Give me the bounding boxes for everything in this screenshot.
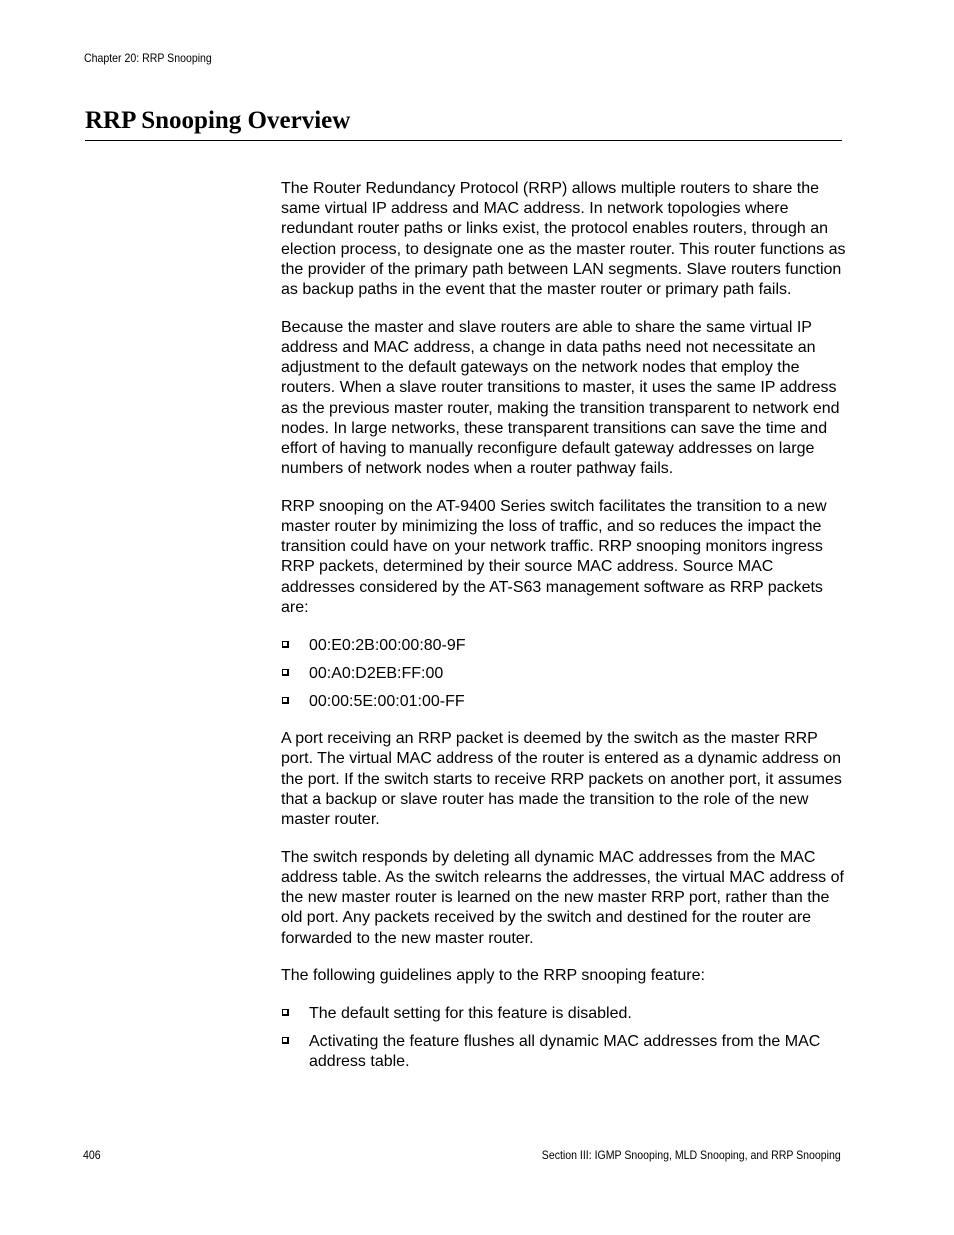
- list-item: [281, 664, 846, 684]
- paragraph-shared-address: Because the master and slave routers are able to share the same virtual IP address and MAC address, a change in data paths need not necessitate an adjustment to the default gateways on the network nodes that employ the routers. When a slave router transitions to master, it uses the same IP address as the previous master router, making the transition transparent to network end nodes. In large networks, these transparent transitions can save the time and effort of having to manually reconfigure default gateway addresses on large numbers of network nodes when a router pathway fails.: [281, 318, 840, 478]
- page-title: RRP Snooping Overview: [85, 107, 351, 134]
- paragraph-rrp-intro: The Router Redundancy Protocol (RRP) allows multiple routers to share the same virtual IP address and MAC address. In network topologies where redundant router paths or links exist, the protocol enables routers, through an election process, to designate one as the master router. This router functions as the provider of the primary path between LAN segments. Slave routers function as backup paths in the event that the master router or primary path fails.: [281, 180, 846, 299]
- page-number: 406: [83, 1148, 101, 1162]
- title-divider: [85, 140, 842, 141]
- checkbox-bullet-icon: [282, 1009, 289, 1016]
- checkbox-bullet-icon: [282, 669, 289, 676]
- list-item: [281, 636, 846, 656]
- checkbox-bullet-icon: [282, 1037, 289, 1044]
- checkbox-bullet-icon: [282, 697, 289, 704]
- paragraph-rrp-snooping: RRP snooping on the AT-9400 Series switch facilitates the transition to a new master router by minimizing the loss of traffic, and so reduces the impact the transition could have on your network traffic. RRP snooping monitors ingress RRP packets, determined by their source MAC address. Source MAC addresses considered by the AT-S63 management software as RRP packets are:: [281, 497, 827, 616]
- paragraph-master-port: A port receiving an RRP packet is deemed by the switch as the master RRP port. The virtual MAC address of the router is entered as a dynamic address on the port. If the switch starts to receive RRP packets on another port, it assumes that a backup or slave router has made the transition to the role of the new master router.: [281, 730, 842, 829]
- list-item-text: 00:A0:D2EB:FF:00: [309, 664, 444, 682]
- checkbox-bullet-icon: [282, 641, 289, 648]
- list-item-text: 00:00:5E:00:01:00-FF: [309, 692, 465, 710]
- list-item-text: The default setting for this feature is disabled.: [309, 1005, 632, 1022]
- body-content: [281, 179, 846, 1090]
- list-item-text: Activating the feature flushes all dynamic MAC addresses from the MAC address table.: [309, 1033, 821, 1071]
- list-item: [281, 692, 846, 712]
- paragraph-switch-response: The switch responds by deleting all dynamic MAC addresses from the MAC address table. As the switch relearns the addresses, the virtual MAC address of the new master router is learned on the new master RRP port, rather than the old port. Any packets received by the switch and destined for the router are forwarded to the new master router.: [281, 848, 844, 947]
- mac-address-list: [281, 636, 846, 712]
- list-item: [281, 1004, 846, 1024]
- list-item: [281, 1032, 846, 1072]
- guidelines-list: [281, 1004, 846, 1072]
- running-header: Chapter 20: RRP Snooping: [84, 51, 212, 65]
- paragraph-guidelines-intro: The following guidelines apply to the RRP snooping feature:: [281, 967, 705, 985]
- list-item-text: 00:E0:2B:00:00:80-9F: [309, 636, 466, 654]
- running-footer: Section III: IGMP Snooping, MLD Snooping, and RRP Snooping: [541, 1148, 841, 1162]
